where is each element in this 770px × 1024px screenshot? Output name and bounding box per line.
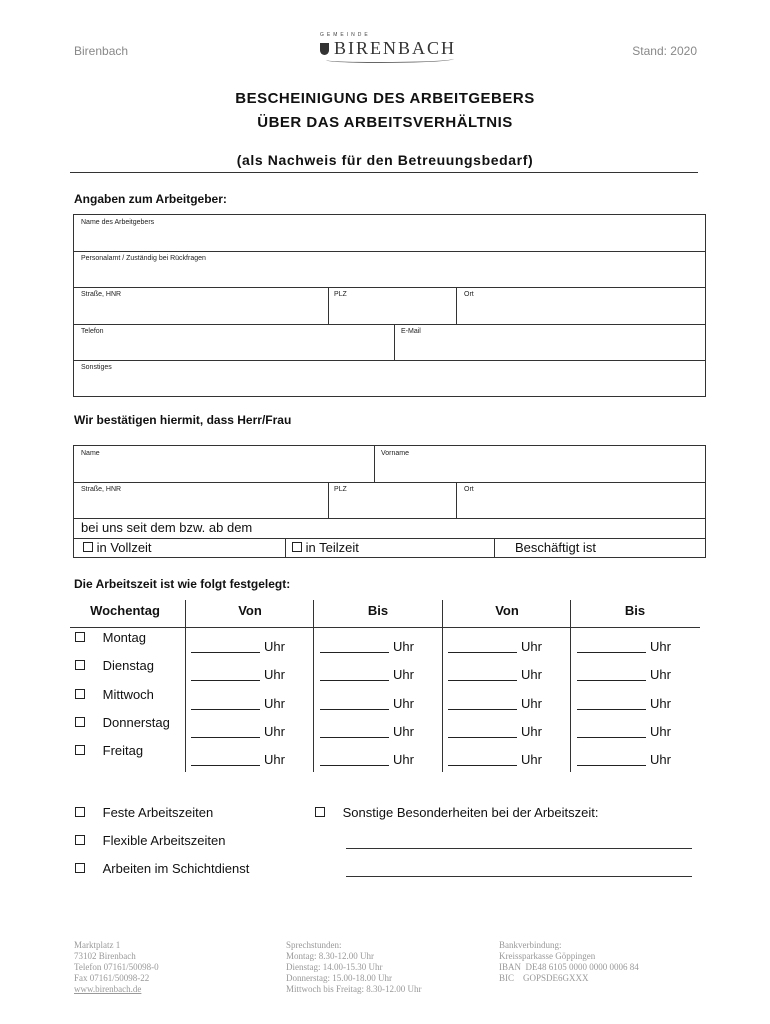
time-unit-label: Uhr	[264, 724, 285, 739]
title-divider	[70, 172, 698, 173]
footer-fax: Fax 07161/50098-22	[74, 973, 150, 983]
day-row-wednesday[interactable]	[75, 687, 154, 702]
monday-checkbox[interactable]	[75, 632, 85, 642]
employer-other-field[interactable]: Sonstiges	[81, 364, 112, 371]
wednesday-from-2-time[interactable]	[448, 696, 542, 711]
time-unit-label: Uhr	[393, 667, 414, 682]
footer-hours-line: Donnerstag: 15.00-18.00 Uhr	[286, 973, 392, 983]
time-input-line[interactable]	[448, 765, 517, 766]
employer-heading: Angaben zum Arbeitgeber:	[74, 192, 227, 206]
time-unit-label: Uhr	[650, 752, 671, 767]
day-label: Montag	[102, 630, 146, 645]
monday-to-1-time[interactable]	[320, 639, 414, 654]
employment-since-field[interactable]: bei uns seit dem bzw. ab dem	[81, 520, 253, 535]
day-row-friday[interactable]	[75, 743, 143, 758]
tuesday-to-1-time[interactable]	[320, 667, 414, 682]
monday-from-2-time[interactable]	[448, 639, 542, 654]
col-weekday: Wochentag	[90, 603, 160, 618]
employer-phone-field[interactable]: Telefon	[81, 328, 104, 335]
employee-form	[73, 445, 706, 558]
time-input-line[interactable]	[320, 680, 389, 681]
shift-work-label: Arbeiten im Schichtdienst	[102, 861, 250, 876]
wednesday-from-1-time[interactable]	[191, 696, 285, 711]
document-title-line2: ÜBER DAS ARBEITSVERHÄLTNIS	[257, 114, 513, 131]
time-input-line[interactable]	[577, 652, 646, 653]
time-input-line[interactable]	[320, 709, 389, 710]
header-version: Stand: 2020	[632, 44, 697, 58]
time-unit-label: Uhr	[521, 667, 542, 682]
monday-from-1-time[interactable]	[191, 639, 285, 654]
time-input-line[interactable]	[577, 709, 646, 710]
col-to-1: Bis	[367, 603, 389, 618]
footer-hours-line: Mittwoch bis Freitag: 8.30-12.00 Uhr	[286, 984, 422, 994]
logo-swoosh-icon	[326, 56, 454, 63]
other-specifics-line-1[interactable]	[346, 848, 692, 849]
time-unit-label: Uhr	[521, 752, 542, 767]
friday-from-1-time[interactable]	[191, 752, 285, 767]
time-input-line[interactable]	[448, 709, 517, 710]
footer-website-link[interactable]: www.birenbach.de	[74, 984, 142, 994]
employee-firstname-field[interactable]: Vorname	[381, 450, 410, 457]
tuesday-from-2-time[interactable]	[448, 667, 542, 682]
fulltime-option[interactable]	[83, 540, 152, 555]
crest-icon	[320, 43, 329, 55]
employer-plz-field[interactable]: PLZ	[334, 291, 347, 298]
time-input-line[interactable]	[320, 765, 389, 766]
employee-ort-field[interactable]: Ort	[464, 486, 474, 493]
time-input-line[interactable]	[577, 737, 646, 738]
time-unit-label: Uhr	[393, 639, 414, 654]
employee-heading: Wir bestätigen hiermit, dass Herr/Frau	[74, 413, 292, 427]
employed-label: Beschäftigt ist	[515, 540, 596, 555]
flexible-hours-option[interactable]	[75, 833, 225, 848]
employee-plz-field[interactable]: PLZ	[334, 486, 347, 493]
employer-email-field[interactable]: E-Mail	[401, 328, 421, 335]
header-location: Birenbach	[74, 44, 129, 58]
time-input-line[interactable]	[577, 765, 646, 766]
day-row-monday[interactable]	[75, 630, 146, 645]
fulltime-label: in Vollzeit	[96, 540, 152, 555]
tuesday-checkbox[interactable]	[75, 660, 85, 670]
shift-work-option[interactable]	[75, 861, 249, 876]
employer-name-field[interactable]: Name des Arbeitgebers	[81, 219, 155, 226]
monday-to-2-time[interactable]	[577, 639, 671, 654]
footer-city: 73102 Birenbach	[74, 951, 136, 961]
employee-name-field[interactable]: Name	[81, 450, 100, 457]
wednesday-checkbox[interactable]	[75, 689, 85, 699]
footer-hours-line: Montag: 8.30-12.00 Uhr	[286, 951, 374, 961]
col-from-2: Von	[495, 603, 519, 618]
footer-office-hours	[286, 940, 422, 995]
document-subtitle: (als Nachweis für den Betreuungsbedarf)	[236, 152, 534, 168]
shift-work-checkbox[interactable]	[75, 863, 85, 873]
time-input-line[interactable]	[448, 652, 517, 653]
employer-contact-field[interactable]: Personalamt / Zuständig bei Rückfragen	[81, 255, 206, 262]
time-input-line[interactable]	[191, 737, 260, 738]
col-from-1: Von	[238, 603, 262, 618]
tuesday-from-1-time[interactable]	[191, 667, 285, 682]
parttime-checkbox[interactable]	[292, 542, 302, 552]
footer-bank-title: Bankverbindung:	[499, 940, 562, 950]
time-unit-label: Uhr	[393, 724, 414, 739]
logo-super-text: GEMEINDE	[320, 32, 371, 38]
other-specifics-line-2[interactable]	[346, 876, 692, 877]
friday-from-2-time[interactable]	[448, 752, 542, 767]
tuesday-to-2-time[interactable]	[577, 667, 671, 682]
thursday-to-1-time[interactable]	[320, 724, 414, 739]
footer-hours-line: Dienstag: 14.00-15.30 Uhr	[286, 962, 383, 972]
worktime-heading: Die Arbeitszeit ist wie folgt festgelegt:	[74, 577, 291, 591]
time-input-line[interactable]	[191, 680, 260, 681]
time-unit-label: Uhr	[650, 639, 671, 654]
time-unit-label: Uhr	[264, 752, 285, 767]
logo-name: BIRENBACH	[334, 38, 457, 58]
other-specifics-checkbox[interactable]	[315, 807, 325, 817]
footer-iban: IBAN DE48 6105 0000 0000 0006 84	[499, 962, 639, 972]
thursday-from-2-time[interactable]	[448, 724, 542, 739]
footer-address	[74, 940, 159, 995]
friday-to-1-time[interactable]	[320, 752, 414, 767]
time-unit-label: Uhr	[393, 752, 414, 767]
footer-bank	[499, 940, 639, 984]
time-input-line[interactable]	[191, 652, 260, 653]
employer-ort-field[interactable]: Ort	[464, 291, 474, 298]
footer-bank-name: Kreissparkasse Göppingen	[499, 951, 596, 961]
time-unit-label: Uhr	[264, 639, 285, 654]
thursday-from-1-time[interactable]	[191, 724, 285, 739]
wednesday-to-1-time[interactable]	[320, 696, 414, 711]
flexible-hours-checkbox[interactable]	[75, 835, 85, 845]
flexible-hours-label: Flexible Arbeitszeiten	[102, 833, 226, 848]
time-unit-label: Uhr	[264, 667, 285, 682]
time-input-line[interactable]	[320, 652, 389, 653]
friday-checkbox[interactable]	[75, 745, 85, 755]
day-label: Donnerstag	[102, 715, 170, 730]
time-unit-label: Uhr	[650, 724, 671, 739]
day-row-tuesday[interactable]	[75, 658, 154, 673]
time-input-line[interactable]	[448, 737, 517, 738]
time-input-line[interactable]	[320, 737, 389, 738]
time-input-line[interactable]	[577, 680, 646, 681]
employee-street-field[interactable]: Straße, HNR	[81, 486, 122, 493]
footer-hours-title: Sprechstunden:	[286, 940, 342, 950]
fixed-hours-label: Feste Arbeitszeiten	[102, 805, 214, 820]
thursday-checkbox[interactable]	[75, 717, 85, 727]
wednesday-to-2-time[interactable]	[577, 696, 671, 711]
day-label: Mittwoch	[102, 687, 154, 702]
employer-form	[73, 214, 706, 397]
parttime-label: in Teilzeit	[305, 540, 359, 555]
municipality-logo	[318, 32, 462, 62]
employer-street-field[interactable]: Straße, HNR	[81, 291, 122, 298]
parttime-option[interactable]	[292, 540, 359, 555]
time-input-line[interactable]	[191, 709, 260, 710]
time-input-line[interactable]	[448, 680, 517, 681]
time-input-line[interactable]	[191, 765, 260, 766]
time-unit-label: Uhr	[650, 667, 671, 682]
fixed-hours-checkbox[interactable]	[75, 807, 85, 817]
day-label: Dienstag	[102, 658, 154, 673]
other-specifics-label: Sonstige Besonderheiten bei der Arbeitszeit:	[342, 805, 599, 820]
time-unit-label: Uhr	[521, 724, 542, 739]
time-unit-label: Uhr	[650, 696, 671, 711]
col-to-2: Bis	[624, 603, 646, 618]
day-label: Freitag	[102, 743, 144, 758]
other-specifics-option[interactable]	[315, 805, 598, 820]
document-title-line1: BESCHEINIGUNG DES ARBEITGEBERS	[235, 90, 535, 107]
friday-to-2-time[interactable]	[577, 752, 671, 767]
footer-street: Marktplatz 1	[74, 940, 121, 950]
fulltime-checkbox[interactable]	[83, 542, 93, 552]
worktime-table	[70, 600, 700, 775]
time-unit-label: Uhr	[521, 696, 542, 711]
time-unit-label: Uhr	[264, 696, 285, 711]
footer-bic: BIC GOPSDE6GXXX	[499, 973, 589, 983]
time-unit-label: Uhr	[521, 639, 542, 654]
time-unit-label: Uhr	[393, 696, 414, 711]
day-row-thursday[interactable]	[75, 715, 170, 730]
thursday-to-2-time[interactable]	[577, 724, 671, 739]
fixed-hours-option[interactable]	[75, 805, 213, 820]
footer-phone: Telefon 07161/50098-0	[74, 962, 159, 972]
